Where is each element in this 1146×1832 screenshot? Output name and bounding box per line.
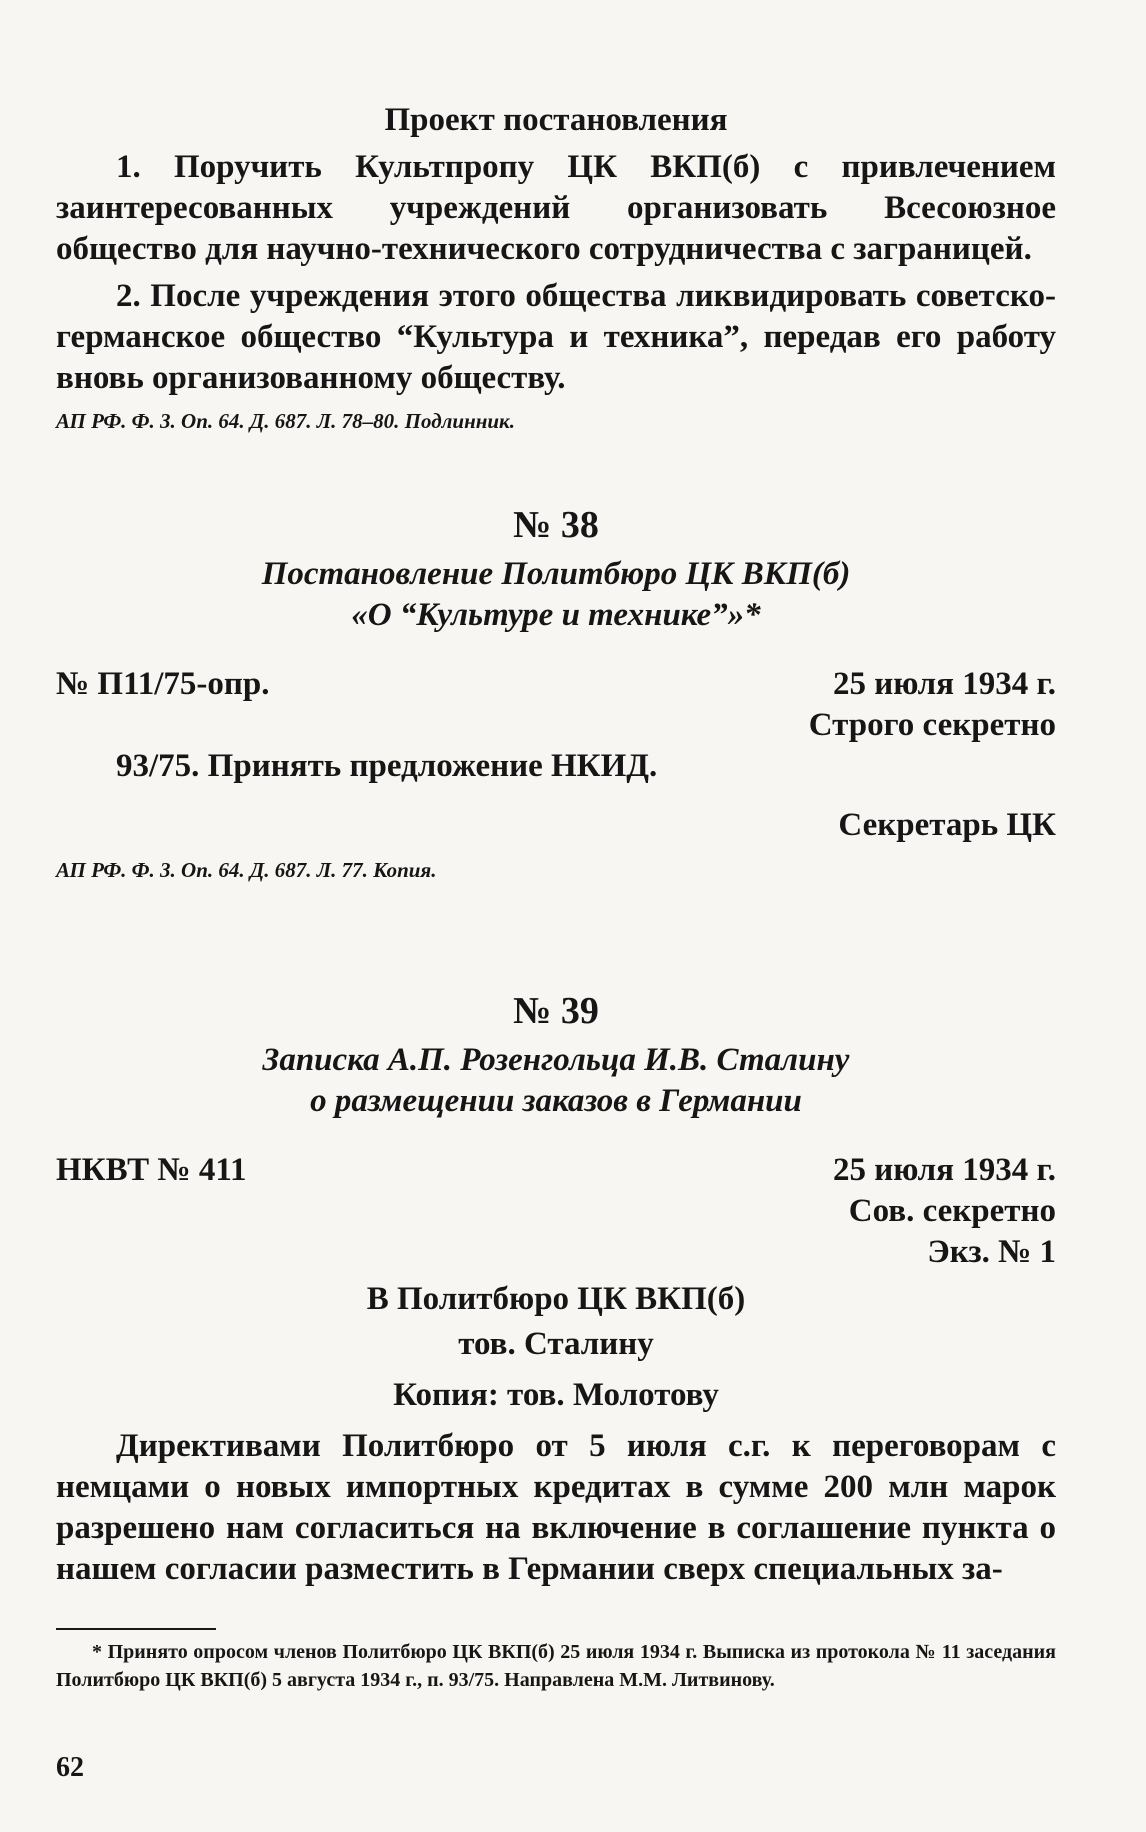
document-38 — [56, 502, 1056, 884]
doc39-title-line1: Записка А.П. Розенгольца И.В. Сталину — [262, 1042, 850, 1078]
doc38-title-line2: «О “Культуре и технике”»* — [351, 597, 761, 633]
doc39-title-line2: о размещении заказов в Германии — [310, 1083, 802, 1119]
document-39 — [56, 988, 1056, 1590]
draft-source: АП РФ. Ф. 3. Оп. 64. Д. 687. Л. 78–80. Подлинник. — [56, 409, 515, 433]
footnote-text: * Принято опросом членов Политбюро ЦК ВКП(б) 25 июля 1934 г. Выписка из протокола № 11 заседания Политбюро ЦК ВКП(б) 5 августа 1934 г., п. 93/75. Направлена М.М. Литвинову. — [56, 1641, 1056, 1691]
draft-resolution — [56, 100, 1056, 435]
draft-heading: Проект постановления — [384, 102, 728, 138]
draft-item-1: 1. Поручить Культпропу ЦК ВКП(б) с привлечением заинтересованных учреждений организовать Всесоюзное общество для научно-технического сотрудничества с заграницей. — [56, 149, 1056, 267]
doc39-copy-number: Экз. № 1 — [927, 1234, 1056, 1270]
doc39-date: 25 июля 1934 г. — [832, 1152, 1056, 1188]
doc39-number: № 39 — [513, 990, 599, 1032]
doc39-addressee-2: тов. Сталину — [458, 1326, 654, 1362]
doc38-signature: Секретарь ЦК — [838, 807, 1056, 843]
doc38-date: 25 июля 1934 г. — [832, 666, 1056, 702]
doc39-cc: Копия: тов. Молотову — [393, 1377, 719, 1413]
doc39-body: Директивами Политбюро от 5 июля с.г. к переговорам с немцами о новых импортных кредитах в сумме 200 млн марок разрешено нам согласиться на включение в соглашение пункта о нашем согласии разместить в Германии сверх специальных за- — [56, 1428, 1056, 1587]
doc38-title-line1: Постановление Политбюро ЦК ВКП(б) — [261, 556, 851, 592]
doc38-number: № 38 — [513, 504, 599, 546]
draft-item-2: 2. После учреждения этого общества ликвидировать советско-германское общество “Культура и техника”, передав его работу вновь организованному обществу. — [56, 278, 1056, 396]
doc38-source: АП РФ. Ф. 3. Оп. 64. Д. 687. Л. 77. Копия. — [56, 858, 437, 882]
page-number: 62 — [56, 1752, 84, 1783]
doc38-classification: Строго секретно — [808, 707, 1056, 743]
doc38-ref: № П11/75-опр. — [56, 666, 270, 702]
doc39-addressee-1: В Политбюро ЦК ВКП(б) — [366, 1281, 746, 1317]
doc39-classification: Сов. секретно — [848, 1193, 1056, 1229]
footnote — [56, 1638, 1056, 1694]
doc38-body: 93/75. Принять предложение НКИД. — [116, 748, 658, 784]
footnote-divider — [56, 1628, 216, 1630]
doc39-ref: НКВТ № 411 — [56, 1152, 247, 1188]
page-number-container — [56, 1752, 84, 1784]
